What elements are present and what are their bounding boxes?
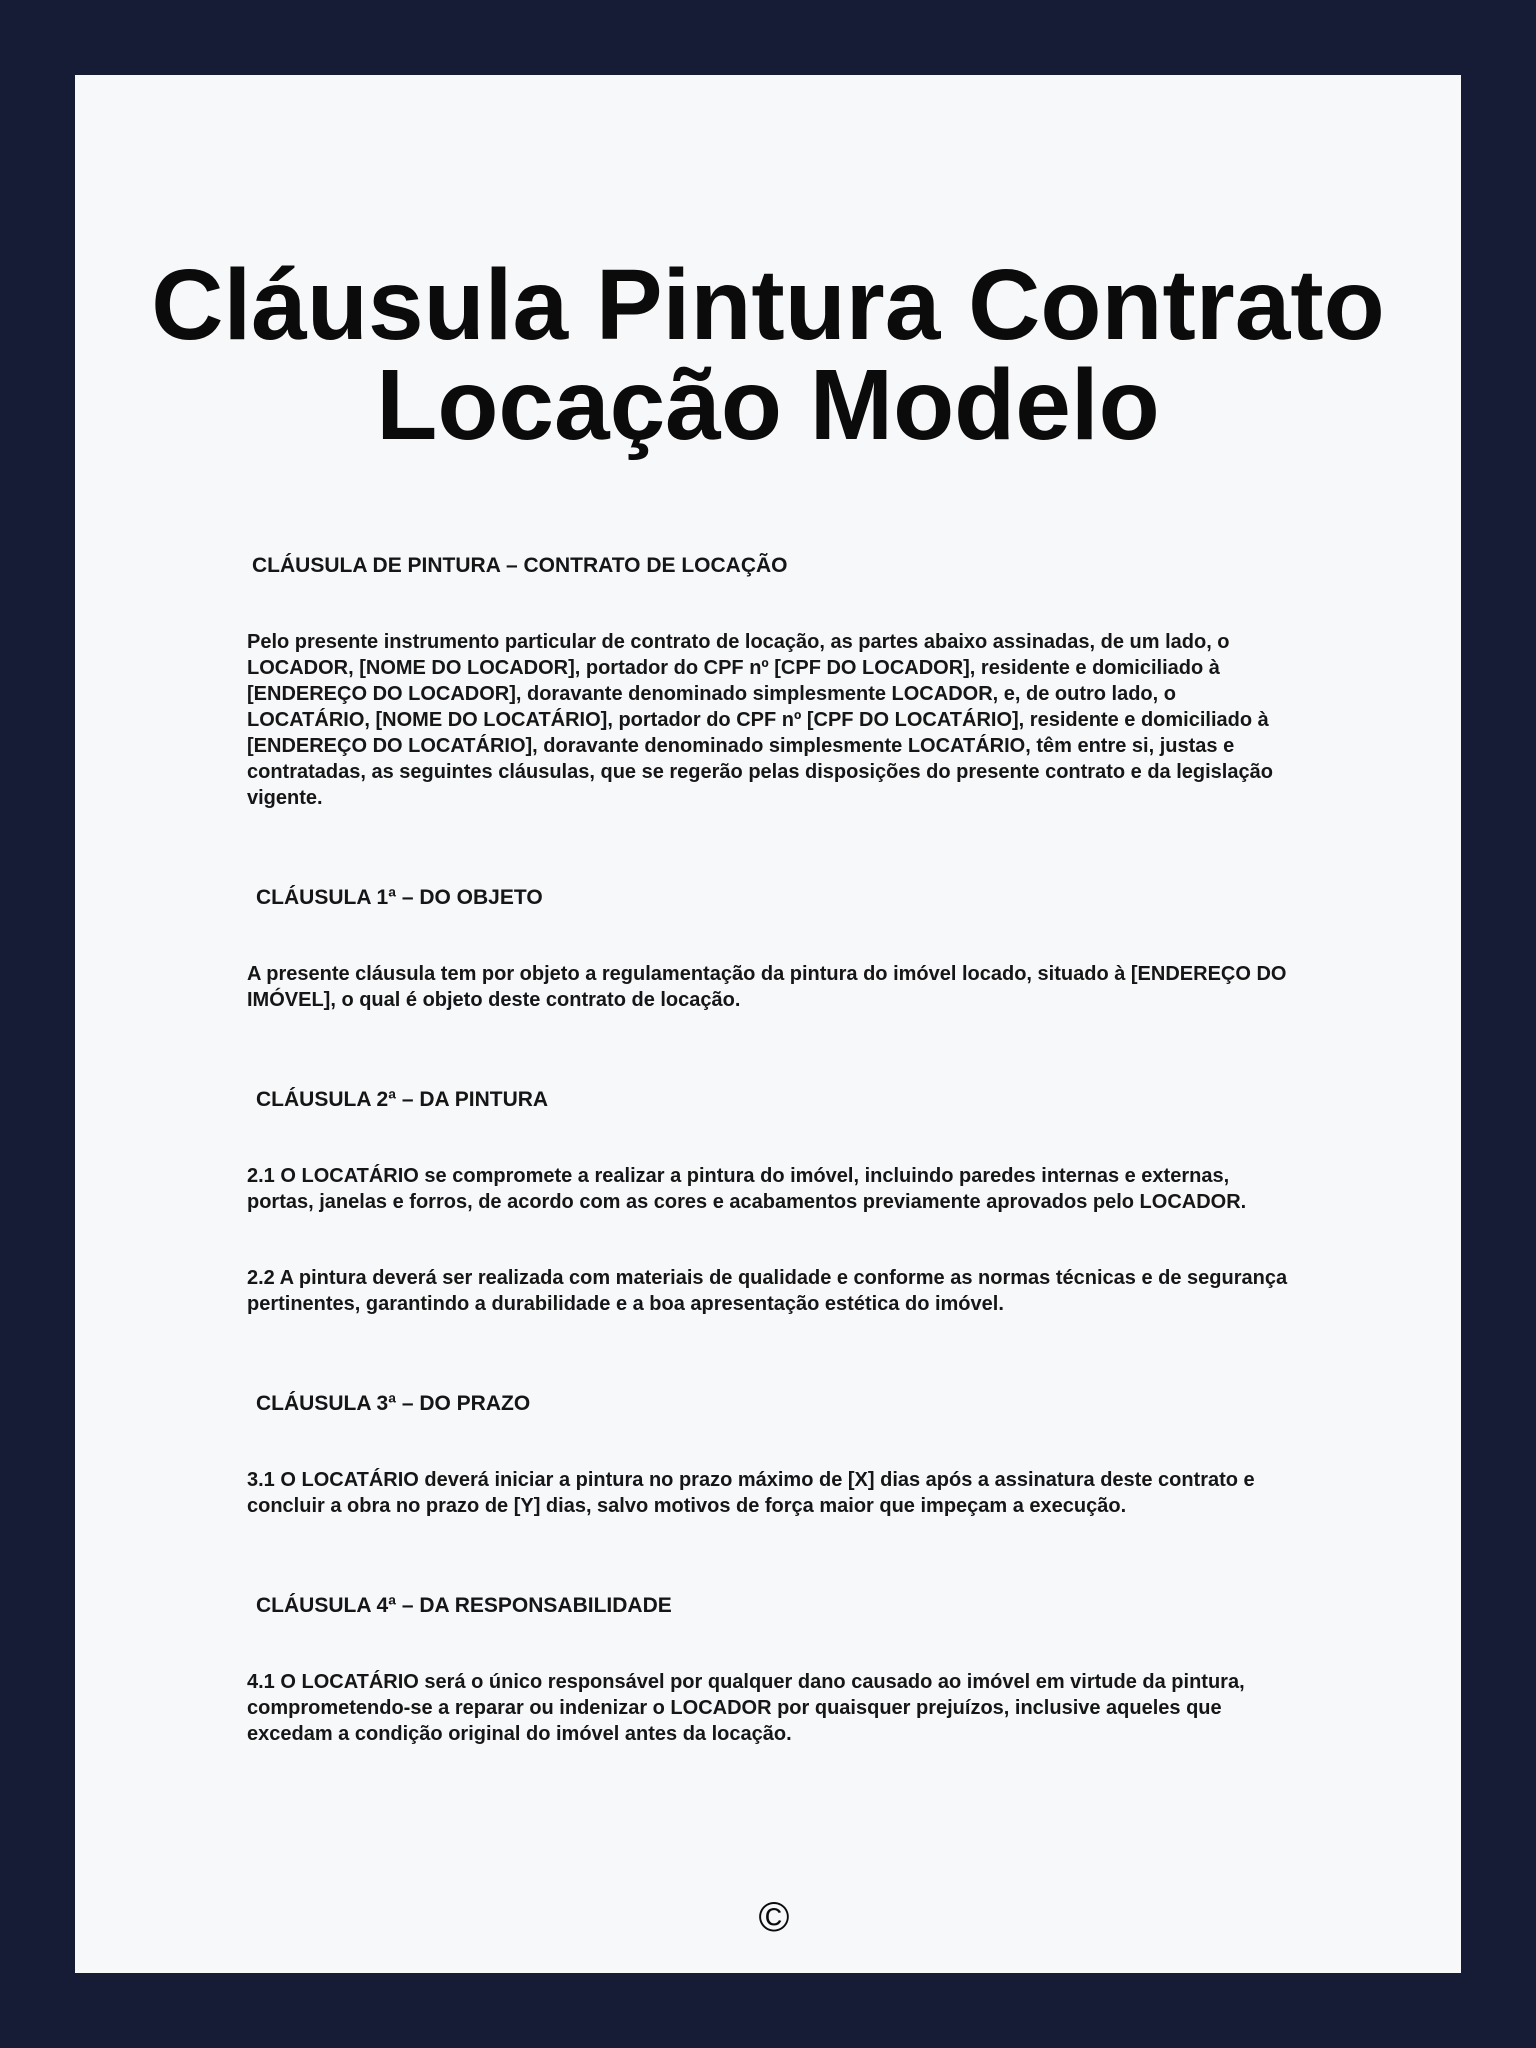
document-page [75, 75, 1461, 1973]
section-3-paragraph: 3.1 O LOCATÁRIO deverá iniciar a pintura no prazo máximo de [X] dias após a assinatura deste contrato e concluir a obra no prazo de [Y] dias, salvo motivos de força maior que impeçam a execução. [247, 1469, 1255, 1517]
section-4-heading: CLÁUSULA 4ª – DA RESPONSABILIDADE [256, 1594, 672, 1617]
copyright-icon: © [758, 1893, 790, 1940]
section-1-heading: CLÁUSULA 1ª – DO OBJETO [256, 886, 543, 909]
contract-main-heading: CLÁUSULA DE PINTURA – CONTRATO DE LOCAÇÃO [252, 554, 788, 577]
section-2-heading: CLÁUSULA 2ª – DA PINTURA [256, 1088, 549, 1111]
section-4-paragraph: 4.1 O LOCATÁRIO será o único responsável por qualquer dano causado ao imóvel em virtude da pintura, comprometendo-se a reparar ou indenizar o LOCADOR por quaisquer prejuízos, inclusive aqueles que excedam a condição original do imóvel antes da locação. [247, 1671, 1245, 1745]
page-title-line-1: Cláusula Pintura Contrato [151, 249, 1385, 361]
section-2-paragraph-1: 2.1 O LOCATÁRIO se compromete a realizar a pintura do imóvel, incluindo paredes internas e externas, portas, janelas e forros, de acordo com as cores e acabamentos previamente aprovados pelo LOCADOR. [247, 1165, 1247, 1213]
section-2-paragraph-2: 2.2 A pintura deverá ser realizada com materiais de qualidade e conforme as normas técnicas e de segurança pertinentes, garantindo a durabilidade e a boa apresentação estética do imóvel. [247, 1267, 1288, 1315]
contract-intro-paragraph: Pelo presente instrumento particular de contrato de locação, as partes abaixo assinadas, de um lado, o LOCADOR, [NOME DO LOCADOR], portador do CPF nº [CPF DO LOCADOR], residente e domiciliado à [ENDEREÇO DO LOCADOR], doravante denominado simplesmente LOCADOR, e, de outro lado, o LOCATÁRIO, [NOME DO LOCATÁRIO], portador do CPF nº [CPF DO LOCATÁRIO], residente e domiciliado à [ENDEREÇO DO LOCATÁRIO], doravante denominado simplesmente LOCATÁRIO, têm entre si, justas e contratadas, as seguintes cláusulas, que se regerão pelas disposições do presente contrato e da legislação vigente. [247, 631, 1273, 809]
page-title [75, 249, 1461, 461]
section-3-heading: CLÁUSULA 3ª – DO PRAZO [256, 1392, 531, 1415]
section-1-paragraph: A presente cláusula tem por objeto a regulamentação da pintura do imóvel locado, situado à [ENDEREÇO DO IMÓVEL], o qual é objeto deste contrato de locação. [247, 963, 1287, 1011]
contract-body [75, 553, 1461, 1939]
page-title-line-2: Locação Modelo [376, 349, 1160, 461]
